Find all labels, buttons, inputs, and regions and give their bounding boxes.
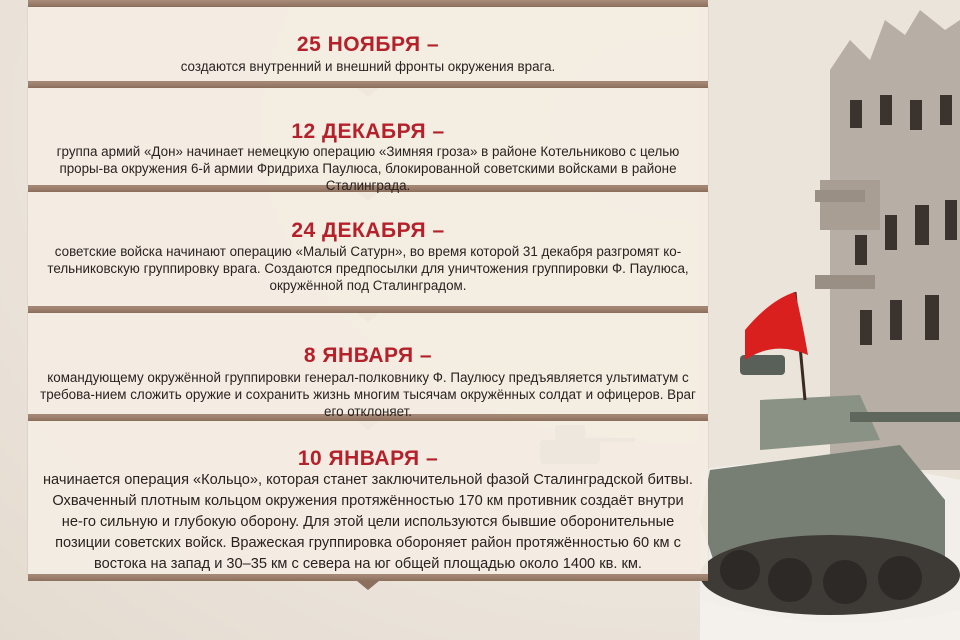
- chevron-down-icon: [357, 581, 379, 590]
- divider-band: [28, 574, 708, 581]
- divider-band: [28, 81, 708, 88]
- timeline-date: 8 ЯНВАРЯ –: [303, 344, 433, 367]
- timeline-description: группа армий «Дон» начинает немецкую операцию «Зимняя гроза» в районе Котельниково с целью проры-ва окружения 6-й армии Фридриха Паулюса, блокированной советскими войсками в районе Сталинграда.: [56, 144, 680, 193]
- timeline-date: 10 ЯНВАРЯ –: [297, 447, 439, 470]
- divider-band: [28, 306, 708, 313]
- timeline-date: 12 ДЕКАБРЯ –: [291, 120, 445, 143]
- timeline-description: советские войска начинают операцию «Малый Сатурн», во время которой 31 декабря разгромят ко-тельниковскую группировку врага. Создаются предпосылки для уничтожения группировки Ф. Паулюса, окружённой под Сталинградом.: [47, 244, 689, 293]
- timeline-description: командующему окружённой группировки генерал-полковнику Ф. Паулюсу предъявляется ультиматум с требова-нием сложить оружие и сохранить жизнь многим тысячам окружённых солдат и офицеров. Враг его отклоняет.: [40, 370, 696, 419]
- timeline-date: 24 ДЕКАБРЯ –: [291, 219, 445, 242]
- timeline-description: начинается операция «Кольцо», которая станет заключительной фазой Сталинградской битвы. Охваченный плотным кольцом окружения протяжённостью 170 км противник создаёт внутри не-го сильную и глубокую оборону. Для этой цели используются бывшие оборонительные позиции советских войск. Вражеская группировка обороняет район протяжённостью 60 км с востока на запад и 30–35 км с севера на юг общей площадью около 1400 кв. км.: [43, 472, 693, 572]
- timeline-description: создаются внутренний и внешний фронты окружения врага.: [180, 59, 556, 74]
- timeline-date: 25 НОЯБРЯ –: [296, 33, 440, 56]
- divider-band: [28, 0, 708, 7]
